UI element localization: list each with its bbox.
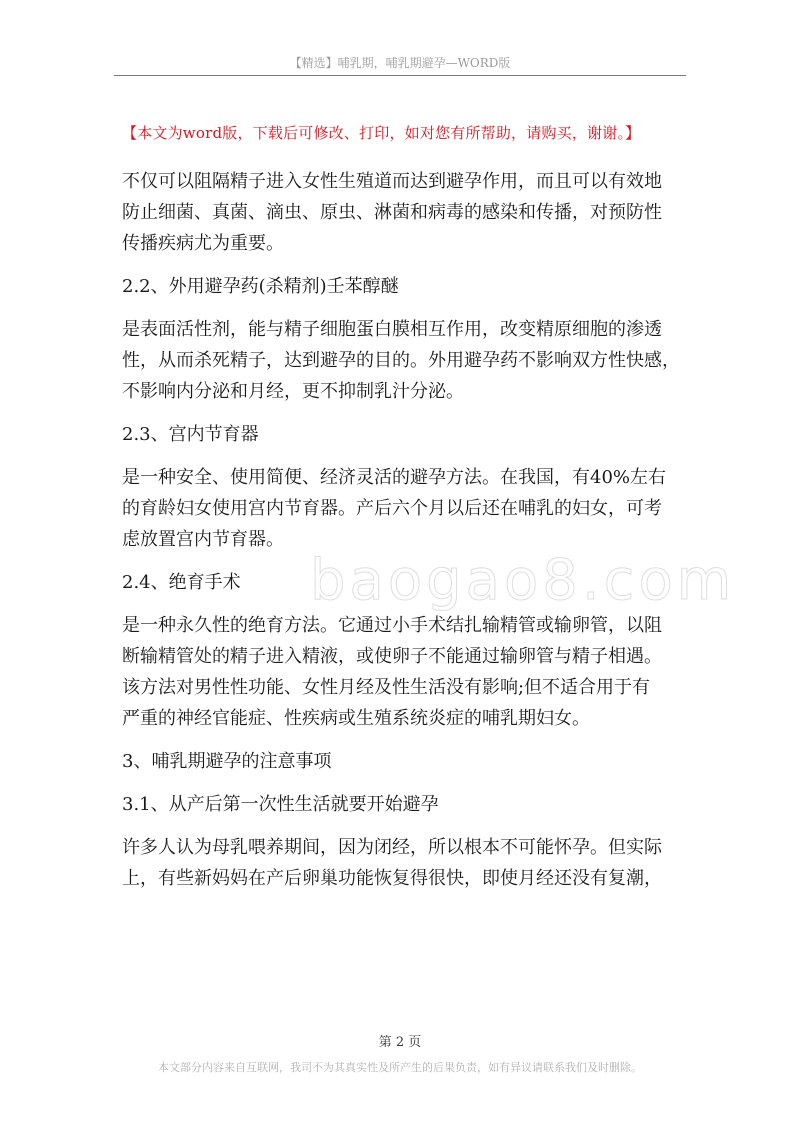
- paragraph-line: 传播疾病尤为重要。: [122, 233, 284, 254]
- paragraph-first-intercourse: [122, 832, 686, 894]
- paragraph-line: 许多人认为母乳喂养期间，因为闭经，所以根本不可能怀孕。但实际: [122, 837, 662, 858]
- paragraph-line: 虑放置宫内节育器。: [122, 529, 284, 550]
- download-notice: 【本文为word版，下载后可修改、打印，如对您有所帮助，请购买，谢谢。】: [122, 124, 641, 142]
- section-heading-2-4: 2.4、绝育手术: [122, 572, 241, 593]
- paragraph-line: 不影响内分泌和月经，更不抑制乳汁分泌。: [122, 381, 464, 402]
- footer-disclaimer: 本文部分内容来自互联网，我司不为其真实性及所产生的后果负责，如有异议请联系我们及时删除。: [158, 1061, 642, 1074]
- paragraph-line: 是一种永久性的绝育方法。它通过小手术结扎输精管或输卵管，以阻: [122, 615, 662, 636]
- header-divider: [114, 75, 686, 76]
- paragraph-line: 性，从而杀死精子，达到避孕的目的。外用避孕药不影响双方性快感，: [122, 350, 680, 371]
- section-heading-2-2: 2.2、外用避孕药(杀精剂)壬苯醇醚: [122, 276, 399, 297]
- paragraph-condom: [122, 166, 686, 259]
- paragraph-line: 不仅可以阻隔精子进入女性生殖道而达到避孕作用，而且可以有效地: [122, 171, 662, 192]
- section-heading-2-3: 2.3、宫内节育器: [122, 424, 259, 445]
- paragraph-sterilization: [122, 610, 686, 734]
- document-body: [122, 166, 686, 906]
- section-heading-3-1: 3.1、从产后第一次性生活就要开始避孕: [122, 794, 439, 815]
- paragraph-line: 是一种安全、使用简便、经济灵活的避孕方法。在我国，有40%左右: [122, 467, 667, 488]
- paragraph-line: 的育龄妇女使用宫内节育器。产后六个月以后还在哺乳的妇女，可考: [122, 498, 662, 519]
- paragraph-line: 是表面活性剂，能与精子细胞蛋白膜相互作用，改变精原细胞的渗透: [122, 319, 662, 340]
- section-heading-3: 3、哺乳期避孕的注意事项: [122, 751, 332, 772]
- paragraph-line: 防止细菌、真菌、滴虫、原虫、淋菌和病毒的感染和传播，对预防性: [122, 202, 662, 223]
- paragraph-line: 该方法对男性性功能、女性月经及性生活没有影响;但不适合用于有: [122, 677, 651, 698]
- paragraph-spermicide: [122, 314, 686, 407]
- page-number: 第 2 页: [378, 1035, 422, 1050]
- paragraph-line: 上，有些新妈妈在产后卵巢功能恢复得很快，即使月经还没有复潮，: [122, 868, 662, 889]
- page-header: 【精选】哺乳期，哺乳期避孕—WORD版: [289, 56, 511, 70]
- paragraph-iud: [122, 462, 686, 555]
- paragraph-line: 严重的神经官能症、性疾病或生殖系统炎症的哺乳期妇女。: [122, 708, 590, 729]
- watermark: baogao8.com: [310, 548, 736, 613]
- paragraph-line: 断输精管处的精子进入精液，或使卵子不能通过输卵管与精子相遇。: [122, 646, 662, 667]
